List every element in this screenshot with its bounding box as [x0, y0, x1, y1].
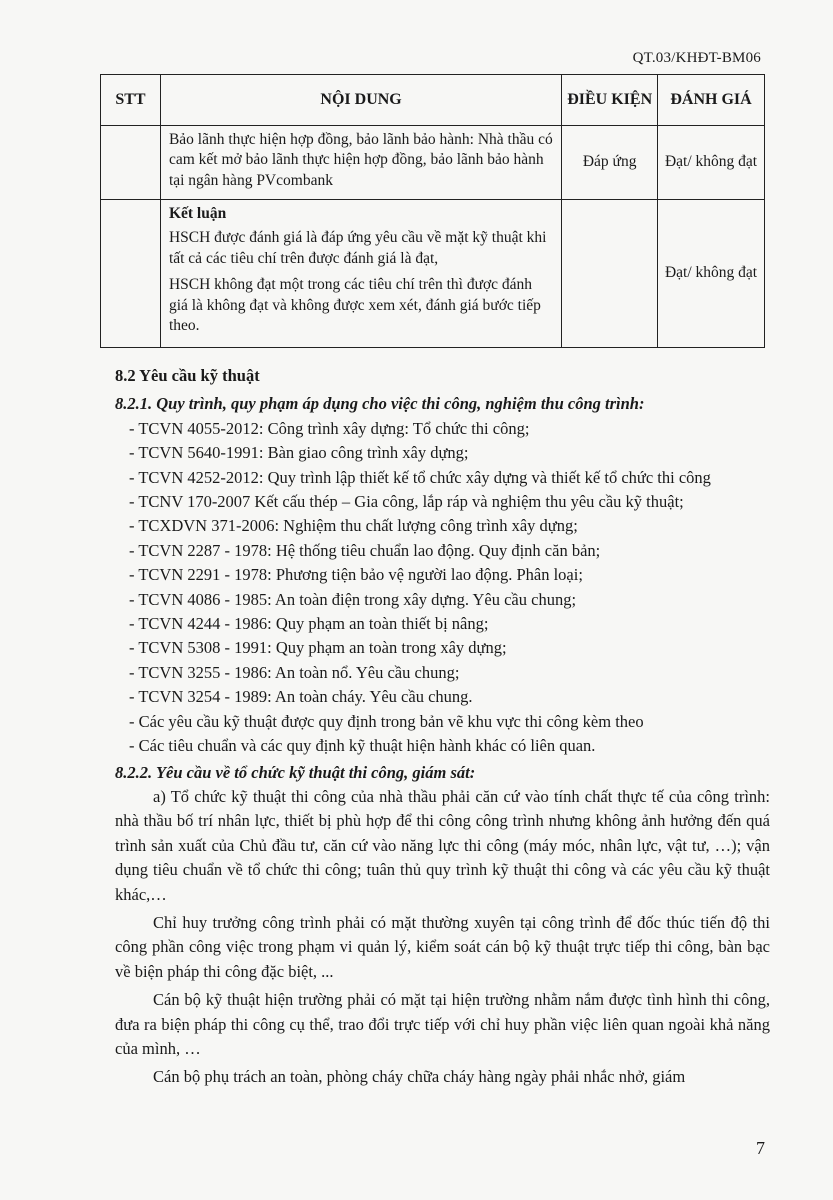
row1-dieukien: Đáp ứng	[562, 126, 658, 200]
table-header-row	[101, 75, 765, 126]
paragraph: Cán bộ phụ trách an toàn, phòng cháy chữa cháy hàng ngày phải nhắc nhở, giám	[153, 1067, 686, 1087]
section-title: 8.2 Yêu cầu kỹ thuật	[115, 366, 260, 385]
row2-danhgia: Đạt/ không đạt	[658, 200, 765, 348]
subsection-title-821: 8.2.1. Quy trình, quy phạm áp dụng cho việc thi công, nghiệm thu công trình:	[115, 394, 645, 414]
row2-dieukien	[562, 200, 658, 348]
list-item: - TCVN 4055-2012: Công trình xây dựng: Tổ chức thi công;	[129, 418, 530, 438]
list-item: - TCNV 170-2007 Kết cấu thép – Gia công, lắp ráp và nghiệm thu yêu cầu kỹ thuật;	[129, 492, 684, 512]
header-noidung: NỘI DUNG	[160, 75, 561, 126]
evaluation-table	[100, 74, 765, 348]
standards-list	[115, 417, 770, 759]
page-number: 7	[756, 1138, 765, 1158]
row1-danhgia: Đạt/ không đạt	[658, 126, 765, 200]
list-item: - TCVN 4086 - 1985: An toàn điện trong xây dựng. Yêu cầu chung;	[129, 589, 577, 609]
subsection-title-822: 8.2.2. Yêu cầu về tổ chức kỹ thuật thi công, giám sát:	[115, 762, 476, 782]
list-item: - TCVN 4252-2012: Quy trình lập thiết kế tổ chức xây dựng và thiết kế tổ chức thi công	[129, 467, 711, 487]
table-row	[101, 126, 765, 200]
header-dieukien: ĐIỀU KIỆN	[562, 75, 658, 126]
paragraphs	[115, 785, 770, 1090]
table-row	[101, 200, 765, 348]
document-code: QT.03/KHĐT-BM06	[632, 50, 761, 66]
row1-stt	[101, 126, 161, 200]
header-danhgia: ĐÁNH GIÁ	[658, 75, 765, 126]
list-item: - TCVN 5308 - 1991: Quy phạm an toàn trong xây dựng;	[129, 638, 507, 658]
main-content	[115, 364, 770, 1094]
header-stt: STT	[101, 75, 161, 126]
list-item: - TCVN 5640-1991: Bàn giao công trình xây dựng;	[129, 443, 469, 463]
paragraph: a) Tổ chức kỹ thuật thi công của nhà thầu phải căn cứ vào tính chất thực tế của công trình: nhà thầu bố trí nhân lực, thiết bị phù hợp để thi công công trình nhưng không ảnh hưởng đến quá trình sản xuất của Chủ đầu tư, căn cứ vào năng lực thi công (máy móc, nhân lực, vật tư, …); vận dụng tiêu chuẩn về tổ chức thi công; tuân thủ quy trình kỹ thuật thi công và các yêu cầu kỹ thuật khác,…	[115, 786, 770, 904]
paragraph: Chỉ huy trưởng công trình phải có mặt thường xuyên tại công trình để đốc thúc tiến độ thi công phần công việc trong phạm vi quản lý, kiểm soát cán bộ kỹ thuật trực tiếp thi công, bàn bạc về biện pháp thi công đặc biệt, ...	[115, 912, 770, 981]
conclusion-paragraph-1: HSCH được đánh giá là đáp ứng yêu cầu về mặt kỹ thuật khi tất cả các tiêu chí trên được đánh giá là đạt,	[168, 229, 547, 267]
list-item: - TCVN 3255 - 1986: An toàn nổ. Yêu cầu chung;	[129, 662, 460, 682]
list-item: - TCXDVN 371-2006: Nghiệm thu chất lượng công trình xây dựng;	[129, 516, 578, 536]
list-item: - TCVN 4244 - 1986: Quy phạm an toàn thiết bị nâng;	[129, 614, 489, 634]
row2-noidung	[160, 200, 561, 348]
list-item: - Các yêu cầu kỹ thuật được quy định trong bản vẽ khu vực thi công kèm theo	[129, 711, 644, 731]
list-item: - Các tiêu chuẩn và các quy định kỹ thuật hiện hành khác có liên quan.	[129, 736, 596, 756]
conclusion-title: Kết luận	[168, 205, 227, 222]
list-item: - TCVN 3254 - 1989: An toàn cháy. Yêu cầu chung.	[129, 687, 473, 707]
row2-stt	[101, 200, 161, 348]
conclusion-paragraph-2: HSCH không đạt một trong các tiêu chí trên thì được đánh giá là không đạt và không được xem xét, đánh giá bước tiếp theo.	[168, 276, 541, 335]
list-item: - TCVN 2291 - 1978: Phương tiện bảo vệ người lao động. Phân loại;	[129, 565, 583, 585]
list-item: - TCVN 2287 - 1978: Hệ thống tiêu chuẩn lao động. Quy định căn bản;	[129, 540, 601, 560]
row1-noidung: Bảo lãnh thực hiện hợp đồng, bảo lãnh bảo hành: Nhà thầu có cam kết mở bảo lãnh thực hiện hợp đồng, bảo lãnh bảo hành tại ngân hàng PVcombank	[160, 126, 561, 200]
paragraph: Cán bộ kỹ thuật hiện trường phải có mặt tại hiện trường nhằm nắm được tình hình thi công, đưa ra biện pháp thi công cụ thể, trao đổi trực tiếp với chỉ huy phần việc liên quan ngoài khả năng của mình, …	[115, 990, 770, 1058]
